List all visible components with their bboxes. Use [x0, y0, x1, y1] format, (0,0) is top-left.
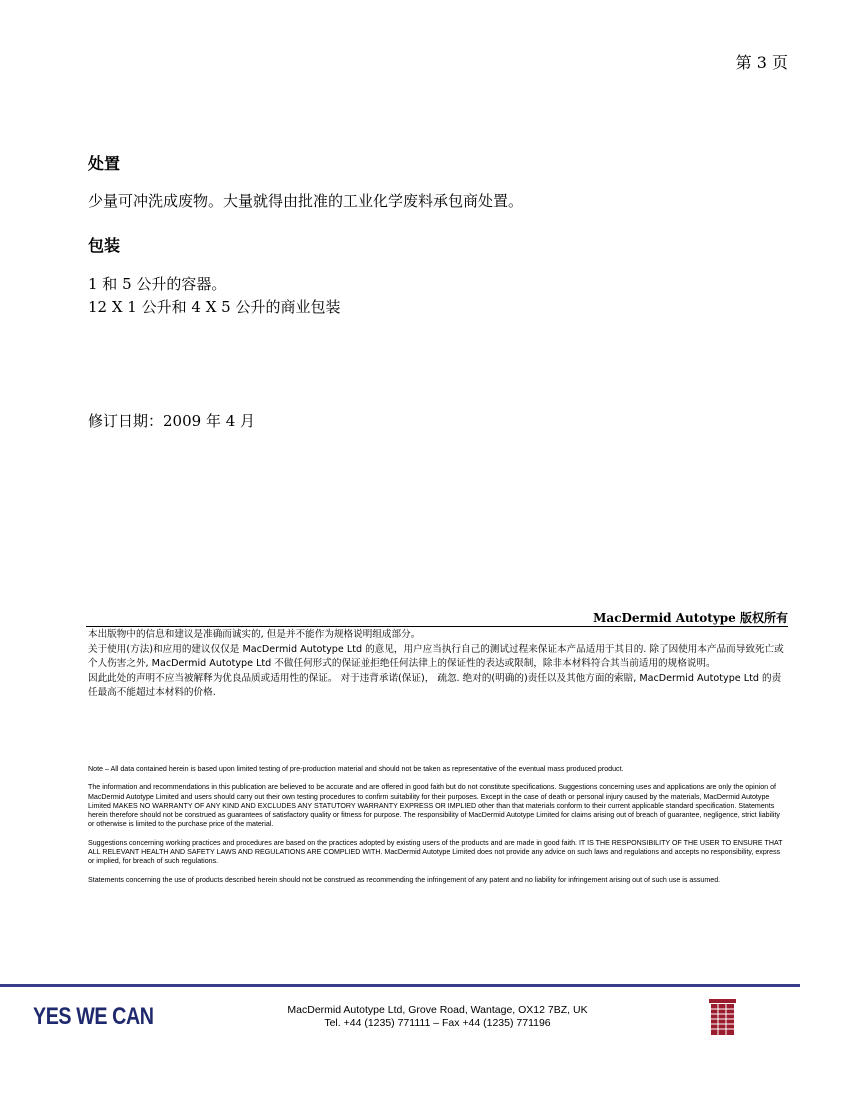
page-number: 第 3 页 [735, 53, 788, 72]
disclaimer-paragraph: 关于使用(方法)和应用的建议仅仅是 MacDermid Autotype Ltd 的意见，用户应当执行自己的测试过程来保证本产品适用于其目的. 除了因使用本产品而导致死亡或个人伤害之外, MacDermid Autotype Ltd 不做任何形式的保证並拒绝任何法律上的保证性的表达或限制，除非本材料符合其当前适用的规格说明。 [88, 643, 784, 669]
footer-address [200, 1004, 675, 1030]
address-line: MacDermid Autotype Ltd, Grove Road, Wantage, OX12 7BZ, UK [287, 1004, 588, 1016]
note-paragraph: The information and recommendations in this publication are believed to be accurate and are offered in good faith but do not constitute specifications. Suggestions concerning uses and applications are only the opinion of MacDermid Autotype Limited and users should carry out their own testing procedures to confirm suitability for their purposes. Except in the case of death or personal injury caused by the materials, MacDermid Autotype Limited MAKES NO WARRANTY OF ANY KIND AND EXCLUDES ANY STATUTORY WARRANTY EXPRESS OR IMPLIED other than that materials conform to their current applicable standard specification. Statements herein therefore should not be construed as guarantees of satisfactory quality or fitness for purpose. The responsibility of MacDermid Autotype Limited for claims arising out of breach of guarantee, negligence, strict liability or otherwise is limited to the purchase price of the material. [88, 783, 780, 829]
note-paragraph: Suggestions concerning working practices and procedures are based on the practices adopted by existing users of the products and are made in good faith. IT IS THE RESPONSIBILITY OF THE USER TO ENSURE THAT ALL RELEVANT HEALTH AND SAFETY LAWS AND REGULATIONS ARE COMPLIED WITH. MacDermid Autotype Limited does not provide any advice on such laws and regulations and accepts no responsibility, express or implied, for breach of such regulations. [88, 838, 783, 866]
packaging-line: 12 X 1 公升和 4 X 5 公升的商业包装 [88, 298, 341, 316]
disposal-heading: 处置 [88, 154, 121, 173]
footer-divider [0, 984, 800, 987]
copyright-divider [86, 626, 788, 627]
packaging-line: 1 和 5 公升的容器。 [88, 275, 227, 293]
disclaimer-paragraph: 本出版物中的信息和建议是准确而诚实的, 但是并不能作为规格说明组成部分。 [88, 629, 421, 640]
disclaimer-paragraph: 因此此处的声明不应当被解释为优良品质或适用性的保证。 对于违背承诺(保证)， 疏忽. 绝对的(明确的)责任以及其他方面的索賠, MacDermid Autotype Ltd 的责任最高不能超过本材料的价格. [88, 672, 782, 698]
packaging-heading: 包装 [88, 236, 121, 255]
brick-tower-logo-icon [709, 999, 736, 1035]
copyright-notice: MacDermid Autotype 版权所有 [593, 611, 788, 625]
disposal-text: 少量可冲洗成废物。大量就得由批准的工业化学废料承包商处置。 [88, 192, 524, 210]
english-notes [88, 765, 788, 894]
address-line: Tel. +44 (1235) 771111 – Fax +44 (1235) 771196 [324, 1017, 551, 1029]
footer-slogan: YES WE CAN [33, 1003, 154, 1030]
note-paragraph: Statements concerning the use of products described herein should not be construed as recommending the infringement of any patent and no liability for infringement arising out of such use is assumed. [88, 875, 721, 884]
revision-date: 修订日期：2009 年 4 月 [88, 412, 256, 430]
note-paragraph: Note – All data contained herein is based upon limited testing of pre-production material and should not be taken as representative of the eventual mass produced product. [88, 765, 624, 773]
chinese-disclaimer [88, 628, 788, 701]
